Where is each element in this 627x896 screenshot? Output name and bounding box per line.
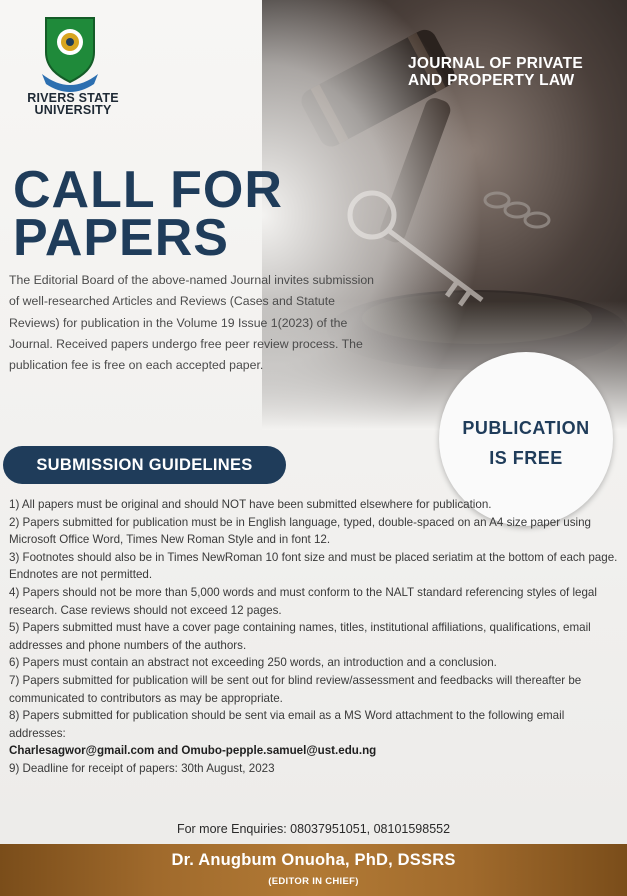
editor-name: Dr. Anugbum Onuoha, PhD, DSSRS [171,851,456,869]
guideline-item: 6) Papers must contain an abstract not exceeding 250 words, an introduction and a conclusion. [9,656,497,670]
badge-line2: IS FREE [489,448,563,468]
heading-call-for: CALL FOR [13,161,283,219]
journal-title [408,55,623,89]
guideline-item: 5) Papers submitted must have a cover page containing names, titles, institutional affiliations, qualifications, email addresses and phone numbers of the authors. [9,621,591,652]
submission-emails: Charlesagwor@gmail.com and Omubo-pepple.samuel@ust.edu.ng [9,744,377,758]
guideline-item: 3) Footnotes should also be in Times NewRoman 10 font size and must be placed seriatim at the bottom of each page. Endnotes are not permitted. [9,550,618,582]
guideline-item: 2) Papers submitted for publication must be in English language, typed, double-spaced on an A4 size paper using Microsoft Office Word, Times New Roman Style and in font 12. [9,515,591,547]
university-name-line1: RIVERS STATE [27,91,119,105]
intro-paragraph: The Editorial Board of the above-named Journal invites submission of well-researched Articles and Reviews (Cases and Statute Reviews) for publication in the Volume 19 Issue 1(2023) of the Journal. Received papers undergo free peer review process. The publication fee is free on each accepted paper. [9,273,375,373]
submission-guidelines-heading: SUBMISSION GUIDELINES [3,446,286,484]
enquiry-contact: For more Enquiries: 08037951051, 08101598552 [176,822,451,836]
deadline-item: 9) Deadline for receipt of papers: 30th August, 2023 [9,761,275,775]
guidelines-list [9,496,621,778]
journal-title-line1: JOURNAL OF PRIVATE [408,55,584,72]
university-name-line2: UNIVERSITY [34,103,112,117]
editor-role: (EDITOR IN CHIEF) [268,876,359,887]
guideline-item: 4) Papers should not be more than 5,000 words and must conform to the NALT standard referencing styles of legal research. Case reviews should not exceed 12 pages. [9,585,597,617]
heading-papers: PAPERS [13,209,229,267]
badge-line1: PUBLICATION [462,418,590,438]
guideline-item: 8) Papers submitted for publication should be sent via email as a MS Word attachment to the following email addresses: [9,709,565,740]
guideline-item: 1) All papers must be original and should NOT have been submitted elsewhere for publication. [9,498,492,511]
university-logo [38,14,102,92]
guideline-item: 7) Papers submitted for publication will be sent out for blind review/assessment and feedbacks will thereafter be communicated to contributors as may be appropriate. [9,673,582,705]
journal-title-line2: AND PROPERTY LAW [408,72,575,89]
